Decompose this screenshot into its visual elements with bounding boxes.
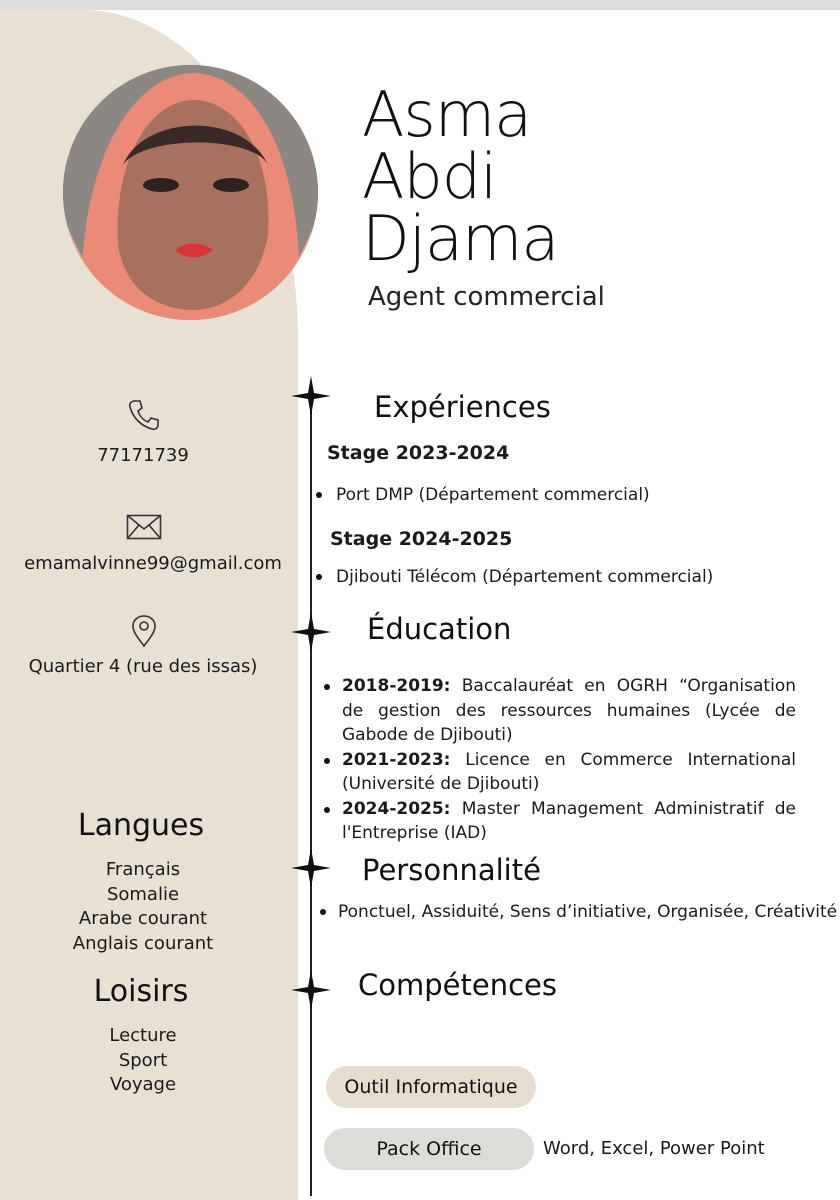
profile-photo-illustration — [63, 65, 318, 320]
phone-icon — [127, 398, 161, 432]
location-icon — [131, 614, 157, 648]
hobby-item: Sport — [118, 1049, 168, 1071]
skill-pill-office: Pack Office — [324, 1128, 534, 1170]
email-icon — [126, 514, 162, 540]
experience-title: Expériences — [374, 390, 551, 424]
profile-photo — [63, 65, 318, 320]
bullet-dot — [320, 909, 326, 915]
languages-title: Langues — [77, 808, 205, 843]
education-text: Master Management Administratif de l'Entreprise (IAD) — [342, 798, 797, 843]
language-item: Français — [105, 859, 181, 880]
hobbies-list — [0, 1024, 292, 1098]
education-years: 2018-2019: — [342, 676, 451, 696]
sparkle-icon — [289, 610, 333, 654]
education-item — [318, 674, 796, 748]
education-years: 2021-2023: — [342, 749, 451, 770]
hobby-item: Voyage — [109, 1074, 177, 1095]
name-first: Asma — [362, 78, 532, 151]
name-last: Djama — [362, 202, 559, 275]
personality-title: Personnalité — [362, 853, 541, 887]
hobby-item: Lecture — [109, 1025, 177, 1046]
education-item — [318, 797, 796, 846]
bullet-dot — [316, 574, 322, 580]
education-years: 2024-2025: — [342, 798, 451, 819]
address: Quartier 4 (rue des issas) — [28, 656, 258, 677]
job-detail-text: Djibouti Télécom (Département commercial) — [336, 567, 714, 587]
education-text: Licence en Commerce International (Université de Djibouti) — [342, 749, 796, 794]
skill-office-detail: Word, Excel, Power Point — [543, 1138, 765, 1159]
bullet-dot — [324, 684, 330, 690]
language-item: Somalie — [106, 883, 180, 905]
sparkle-icon — [289, 374, 333, 418]
education-text: Baccalauréat en OGRH “Organisation de gestion des ressources humaines (Lycée de Gabode de Djibouti) — [342, 676, 796, 745]
phone-number: 77171739 — [97, 445, 189, 466]
name-middle: Abdi — [362, 140, 497, 213]
languages-list — [0, 858, 292, 956]
email-address: emamalvinne99@gmail.com — [24, 553, 282, 574]
personality-detail — [320, 902, 837, 922]
education-item — [318, 748, 796, 797]
job-period: Stage 2024-2025 — [330, 528, 513, 550]
bullet-dot — [324, 807, 330, 813]
hobbies-title: Loisirs — [93, 974, 189, 1009]
bullet-dot — [316, 492, 322, 498]
job-detail — [316, 485, 650, 505]
personality-text: Ponctuel, Assiduité, Sens d’initiative, Organisée, Créativité — [338, 902, 838, 922]
skill-pill-it-tools: Outil Informatique — [326, 1066, 536, 1108]
sparkle-icon — [289, 968, 333, 1012]
job-detail — [316, 567, 713, 587]
skills-title: Compétences — [358, 968, 557, 1002]
education-list — [318, 674, 796, 846]
top-border — [0, 0, 840, 10]
sparkle-icon — [289, 846, 333, 890]
job-role: Agent commercial — [368, 282, 605, 312]
language-item: Arabe courant — [78, 908, 208, 929]
language-item: Anglais courant — [72, 932, 214, 954]
bullet-dot — [324, 758, 330, 764]
job-detail-text: Port DMP (Département commercial) — [336, 485, 650, 505]
education-title: Éducation — [367, 612, 512, 646]
job-period: Stage 2023-2024 — [327, 442, 510, 464]
timeline-line — [310, 384, 312, 1196]
